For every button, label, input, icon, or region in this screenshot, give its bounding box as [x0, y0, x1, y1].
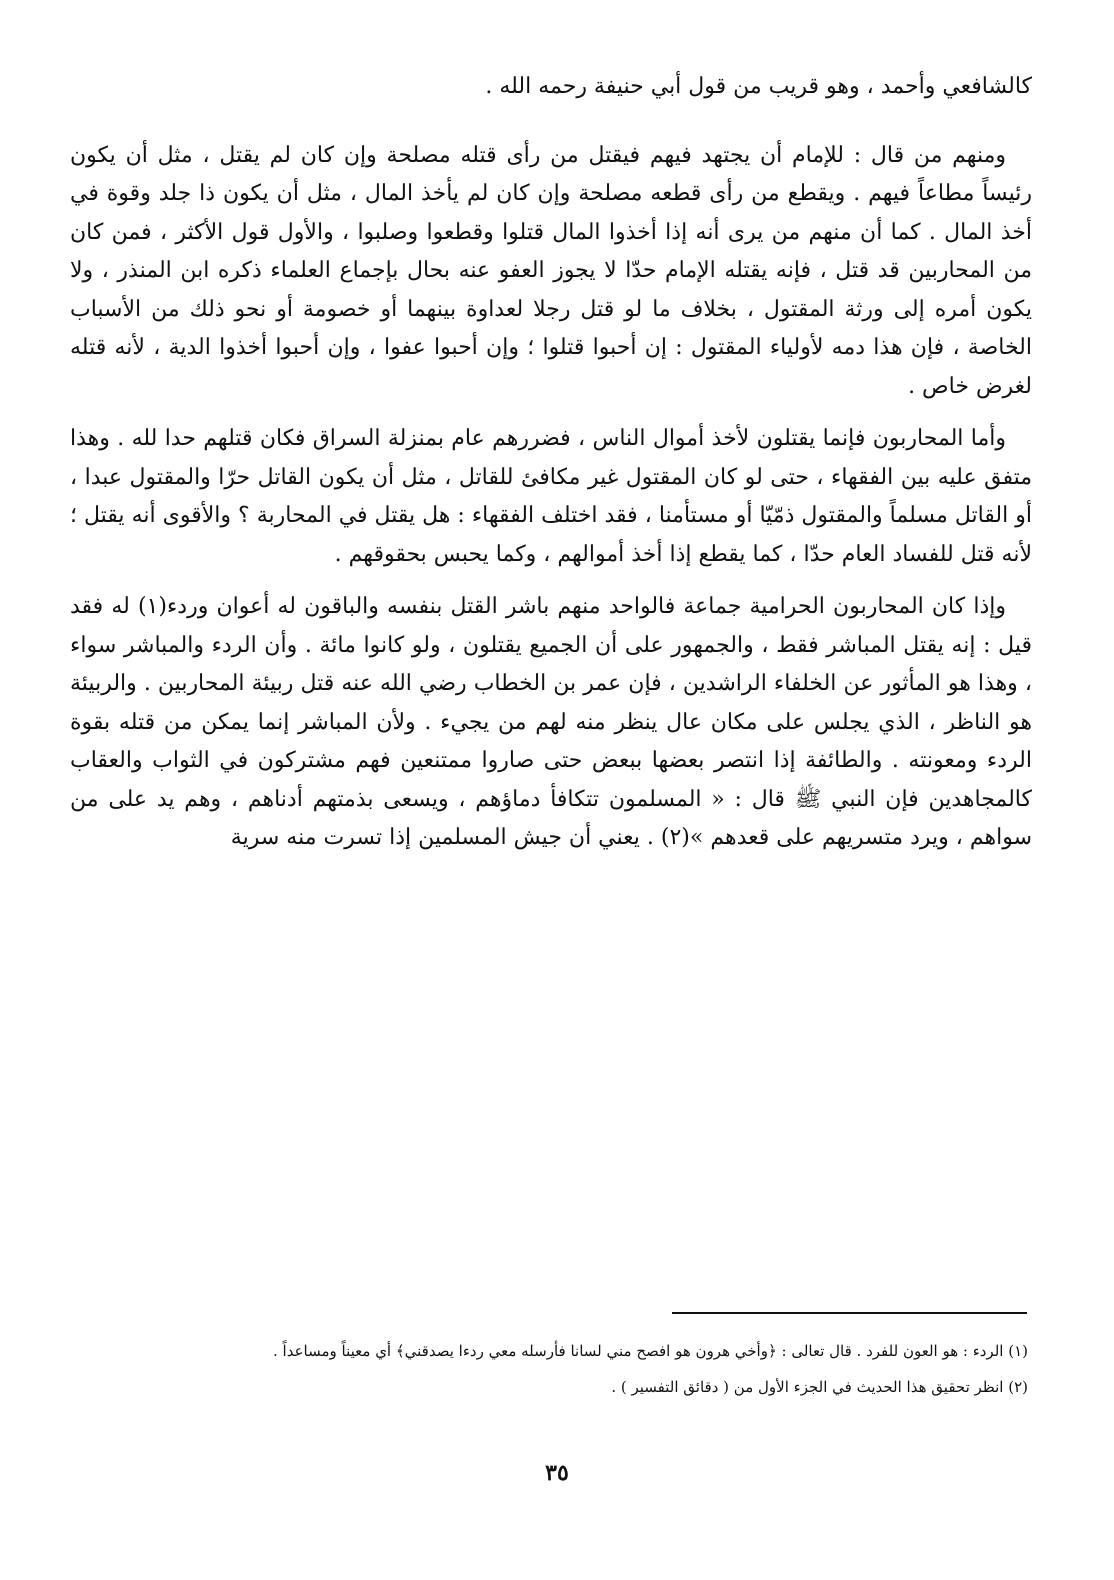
paragraph: ومنهم من قال : للإمام أن يجتهد فيهم فيقتل من رأى قتله مصلحة وإن كان لم يقتل ، مثل أن يكون رئيساً مطاعاً فيهم . ويقطع من رأى قطعه مصلحة وإن كان لم يأخذ المال ، مثل أن يكون ذا جلد وقوة في أخذ المال . كما أن منهم من يرى أنه إذا أخذوا المال قتلوا وقطعوا وصلبوا ، والأول قول الأكثر ، فمن كان من المحاربين قد قتل ، فإنه يقتله الإمام حدّا لا يجوز العفو عنه بحال بإجماع العلماء ذكره ابن المنذر ، ولا يكون أمره إلى ورثة المقتول ، بخلاف ما لو قتل رجلا لعداوة بينهما أو خصومة أو نحو ذلك من الأسباب الخاصة ، فإن هذا دمه لأولياء المقتول : إن أحبوا قتلوا ؛ وإن أحبوا عفوا ، وإن أحبوا أخذوا الدية ، لأنه قتله لغرض خاص .: [70, 142, 1033, 399]
footnotes: [80, 1340, 1028, 1412]
footnote-1: (١) الردء : هو العون للفرد . قال تعالى : ﴿وأخي هرون هو افصح مني لسانا فأرسله معي ردءا يصدقني﴾ أي معيناً ومساعداً .: [273, 1342, 1028, 1360]
footnote-2: (٢) انظر تحقيق هذا الحديث في الجزء الأول من ( دقائق التفسير ) .: [611, 1378, 1028, 1396]
main-text: [70, 68, 1032, 858]
footnote-divider: [672, 1312, 1027, 1314]
paragraph-continuation: كالشافعي وأحمد ، وهو قريب من قول أبي حنيفة رحمه الله .: [485, 74, 1032, 99]
paragraph: وأما المحاربون فإنما يقتلون لأخذ أموال الناس ، فضررهم عام بمنزلة السراق فكان قتلهم حدا لله . وهذا متفق عليه بين الفقهاء ، حتى لو كان المقتول غير مكافئ للقاتل ، مثل أن يكون القاتل حرّا والمقتول عبدا ، أو القاتل مسلماً والمقتول ذمّيّا أو مستأمنا ، فقد اختلف الفقهاء : هل يقتل في المحاربة ؟ والأقوى أنه يقتل ؛ لأنه قتل للفساد العام حدّا ، كما يقطع إذا أخذ أموالهم ، وكما يحبس بحقوقهم .: [70, 426, 1032, 567]
paragraph: وإذا كان المحاربون الحرامية جماعة فالواحد منهم باشر القتل بنفسه والباقون له أعوان وردء(١) له فقد قيل : إنه يقتل المباشر فقط ، والجمهور على أن الجميع يقتلون ، ولو كانوا مائة . وأن الردء والمباشر سواء ، وهذا هو المأثور عن الخلفاء الراشدين ، فإن عمر بن الخطاب رضي الله عنه قتل ربيئة المحاربين . والربيئة هو الناظر ، الذي يجلس على مكان عال ينظر منه لهم من يجيء . ولأن المباشر إنما يمكن من قتله بقوة الردء ومعونته . والطائفة إذا انتصر بعضها ببعض حتى صاروا ممتنعين فهم مشتركون في الثواب والعقاب كالمجاهدين فإن النبي ﷺ قال : « المسلمون تتكافأ دماؤهم ، ويسعى بذمتهم أدناهم ، وهم يد على من سواهم ، ويرد متسريهم على قعدهم »(٢) . يعني أن جيش المسلمين إذا تسرت منه سرية: [70, 594, 1032, 850]
page-number: ٣٥: [545, 1460, 569, 1486]
